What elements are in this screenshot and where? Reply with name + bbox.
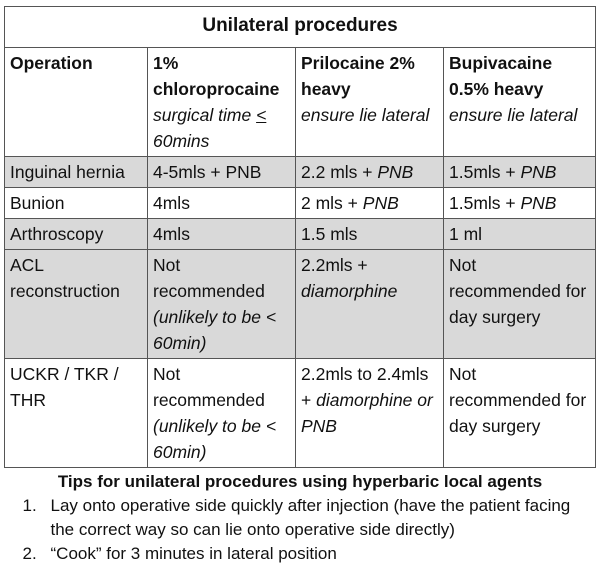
header-chloroprocaine-note: surgical time < 60mins bbox=[153, 105, 267, 151]
row-chloroprocaine: Not recommended (unlikely to be < 60min) bbox=[148, 359, 296, 468]
table-row bbox=[5, 359, 596, 468]
row-chloroprocaine: Not recommended (unlikely to be < 60min) bbox=[148, 250, 296, 359]
header-bupivacaine bbox=[444, 48, 596, 157]
table-row bbox=[5, 157, 596, 188]
table-row bbox=[5, 219, 596, 250]
row-bupivacaine: 1.5mls + PNB bbox=[444, 188, 596, 219]
tips-list bbox=[5, 494, 596, 566]
header-row bbox=[5, 48, 596, 157]
header-operation: Operation bbox=[5, 48, 148, 157]
header-prilocaine-label: Prilocaine 2% heavy bbox=[301, 53, 415, 99]
tips-section bbox=[5, 468, 596, 567]
list-number: 1. bbox=[22, 496, 37, 515]
row-prilocaine: 2.2mls to 2.4mls + diamorphine or PNB bbox=[296, 359, 444, 468]
list-text: “Cook” for 3 minutes in lateral position bbox=[50, 544, 337, 563]
table-row bbox=[5, 250, 596, 359]
tips-row bbox=[5, 468, 596, 567]
row-bupivacaine: Not recommended for day surgery bbox=[444, 250, 596, 359]
header-chloroprocaine-label: 1% chloroprocaine bbox=[153, 53, 280, 99]
row-prilocaine: 1.5 mls bbox=[296, 219, 444, 250]
table-title: Unilateral procedures bbox=[5, 7, 596, 48]
list-text: Lay onto operative side quickly after injection (have the patient facing the correct way so can lie onto operative side directly) bbox=[50, 496, 571, 539]
row-operation: UCKR / TKR / THR bbox=[5, 359, 148, 468]
row-chloroprocaine: 4mls bbox=[148, 219, 296, 250]
row-operation: Inguinal hernia bbox=[5, 157, 148, 188]
row-operation: Bunion bbox=[5, 188, 148, 219]
row-operation: ACL reconstruction bbox=[5, 250, 148, 359]
header-prilocaine-note: ensure lie lateral bbox=[301, 105, 430, 125]
row-chloroprocaine: 4-5mls + PNB bbox=[148, 157, 296, 188]
procedures-table bbox=[4, 6, 596, 566]
row-prilocaine: 2.2 mls + PNB bbox=[296, 157, 444, 188]
row-prilocaine: 2 mls + PNB bbox=[296, 188, 444, 219]
row-prilocaine: 2.2mls + diamorphine bbox=[296, 250, 444, 359]
header-chloroprocaine bbox=[148, 48, 296, 157]
row-operation: Arthroscopy bbox=[5, 219, 148, 250]
row-bupivacaine: 1 ml bbox=[444, 219, 596, 250]
header-prilocaine bbox=[296, 48, 444, 157]
row-bupivacaine: 1.5mls + PNB bbox=[444, 157, 596, 188]
list-item bbox=[5, 542, 596, 566]
header-bupivacaine-note: ensure lie lateral bbox=[449, 105, 578, 125]
list-number: 2. bbox=[22, 544, 37, 563]
list-item bbox=[5, 494, 596, 542]
tips-title: Tips for unilateral procedures using hyperbaric local agents bbox=[57, 472, 543, 491]
row-bupivacaine: Not recommended for day surgery bbox=[444, 359, 596, 468]
header-bupivacaine-label: Bupivacaine 0.5% heavy bbox=[449, 53, 553, 99]
table-row bbox=[5, 188, 596, 219]
row-chloroprocaine: 4mls bbox=[148, 188, 296, 219]
